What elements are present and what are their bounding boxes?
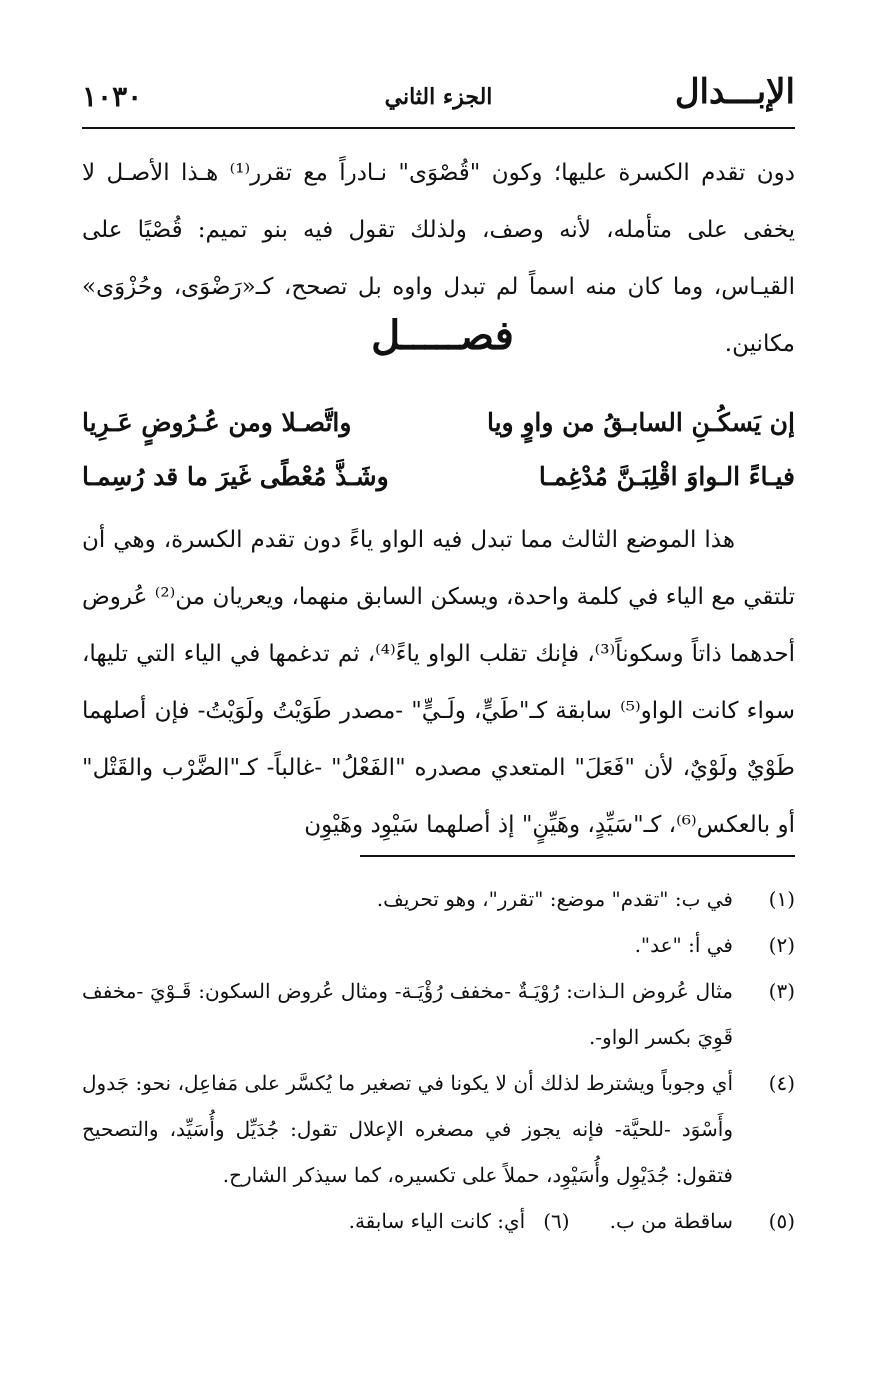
verse-line-1	[82, 408, 795, 458]
footnote-number: (٦)	[543, 1209, 570, 1233]
footnote-number: (١)	[768, 887, 795, 911]
footnote-1	[82, 876, 795, 922]
opening-paragraph: دون تقدم الكسرة عليها؛ وكون "قُصْوَى" نـادراً مع تقرر⁽¹⁾ هـذا الأصـل لا يخفى على متأمله، لأنه وصف، ولذلك تقول فيه بنو تميم: قُصْيًا على القيـاس، وما كان منه اسماً لم تبدل واوه بل تصحح، كـ«رَضْوَى، وحُزْوَى» مكانين.	[82, 160, 795, 357]
footnote-text: ساقطة من ب.	[609, 1209, 733, 1233]
footnote-number: (٥)	[768, 1209, 795, 1233]
page-number: ١٠٣٠	[82, 80, 143, 113]
commentary-paragraph: هذا الموضع الثالث مما تبدل فيه الواو ياءً دون تقدم الكسرة، وهي أن تلتقي مع الياء في كلمة واحدة، ويسكن السابق منهما، ويعريان من⁽²⁾ عُروض أحدهما ذاتاً وسكوناً⁽³⁾، فإنك تقلب الواو ياءً⁽⁴⁾، ثم تدغمها في الياء التي تليها، سواء كانت الواو⁽⁵⁾ سابقة كـ"طَيٍّ، ولَـيٍّ" -مصدر طَوَيْتُ ولَوَيْتُ- فإن أصلهما طَوْيٌ ولَوْيٌ، لأن "فَعَلَ" المتعدي مصدره "الفَعْلُ" -غالباً- كـ"الضَّرْب والقَتْل" أو بالعكس⁽⁶⁾، كـ"سَيِّدٍ، وهَيِّنٍ" إذ أصلهما سَيْوِد وهَيْوِن	[82, 527, 795, 838]
footnote-number: (٣)	[768, 979, 795, 1003]
verse-1-first-hemistich: إن يَسكُـنِ السابـقُ من واوٍ ويا	[486, 408, 795, 437]
footnote-2	[82, 922, 795, 968]
footnote-text: مثال عُروض الـذات: رُوْيَـةٌ -مخفف رُؤْيَـة- ومثال عُروض السكون: قَـوْيَ -مخفف قَوِيَ بكسر الواو-.	[82, 979, 733, 1049]
header-rule	[82, 127, 795, 129]
verse-1-second-hemistich: واتَّصـلا ومن عُـرُوضٍ عَـرِيا	[82, 408, 352, 437]
footnote-3	[82, 968, 795, 1060]
footnotes	[82, 876, 795, 1244]
chapter-title: الإبـــدال	[674, 72, 795, 112]
page-header	[82, 72, 795, 124]
commentary-paragraph-block	[82, 512, 795, 854]
footnote-number: (٢)	[768, 933, 795, 957]
footnote-text: أي وجوباً ويشترط لذلك أن لا يكونا في تصغير ما يُكسَّر على مَفاعِل، نحو: جَدول وأَسْوَد -للحيَّة- فإنه يجوز في مصغره الإعلال تقول: جُدَيِّل وأُسَيِّد، والتصحيح فتقول: جُدَيْوِل وأُسَيْوِد، حملاً على تكسيره، كما سيذكر الشارح.	[82, 1071, 733, 1187]
footnote-5-6	[82, 1198, 795, 1244]
verse-line-2	[82, 462, 795, 512]
part-label: الجزء الثاني	[384, 84, 493, 110]
footnote-text: في ب: "تقدم" موضع: "تقرر"، وهو تحريف.	[376, 887, 733, 911]
footnote-text: أي: كانت الياء سابقة.	[348, 1209, 526, 1233]
footnote-number: (٤)	[768, 1071, 795, 1095]
verse-2-first-hemistich: فيـاءً الـواوَ اقْلِبَـنَّ مُدْغِمـا	[538, 462, 795, 491]
footnote-pair	[82, 1198, 733, 1244]
section-title: فصـــــل	[371, 312, 514, 359]
verse-2-second-hemistich: وشَـذَّ مُعْطًى غَيرَ ما قد رُسِمـا	[82, 462, 389, 491]
footnote-rule	[360, 855, 795, 857]
footnote-text: في أ: "عد".	[634, 933, 733, 957]
footnote-4	[82, 1060, 795, 1198]
